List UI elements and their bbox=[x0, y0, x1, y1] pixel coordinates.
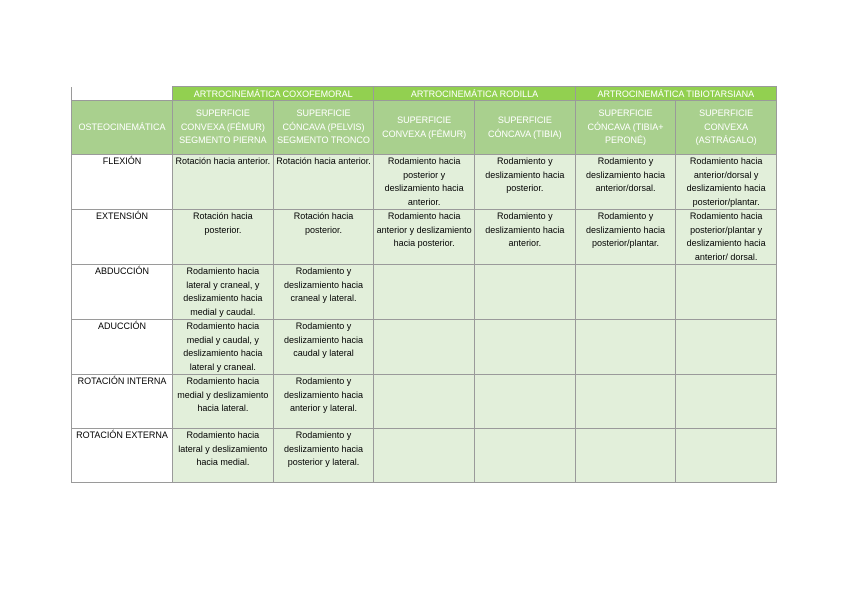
table-cell: Rodamiento y deslizamiento hacia anterior/dorsal. bbox=[575, 155, 676, 210]
table-cell bbox=[374, 375, 475, 429]
table-cell: Rodamiento y deslizamiento hacia craneal y lateral. bbox=[273, 265, 374, 320]
table-cell bbox=[575, 375, 676, 429]
table-row bbox=[72, 265, 777, 320]
table-row bbox=[72, 320, 777, 375]
table-cell bbox=[374, 320, 475, 375]
group-header-row bbox=[72, 87, 777, 101]
osteokinematics-table-container bbox=[71, 86, 777, 483]
row-label: ADUCCIÓN bbox=[72, 320, 173, 375]
subheader-row bbox=[72, 101, 777, 155]
table-cell: Rotación hacia posterior. bbox=[273, 210, 374, 265]
table-cell: Rodamiento hacia lateral y deslizamiento hacia medial. bbox=[173, 429, 274, 483]
table-cell: Rodamiento y deslizamiento hacia posterior. bbox=[474, 155, 575, 210]
table-cell: Rotación hacia anterior. bbox=[173, 155, 274, 210]
table-cell bbox=[575, 265, 676, 320]
group-header-rodilla: ARTROCINEMÁTICA RODILLA bbox=[374, 87, 575, 101]
table-cell: Rodamiento hacia anterior y deslizamiento hacia posterior. bbox=[374, 210, 475, 265]
table-cell bbox=[474, 429, 575, 483]
table-cell: Rodamiento hacia anterior/dorsal y deslizamiento hacia posterior/plantar. bbox=[676, 155, 777, 210]
table-row bbox=[72, 375, 777, 429]
subheader-cell: SUPERFICIE CONVEXA (ASTRÁGALO) bbox=[676, 101, 777, 155]
table-row bbox=[72, 210, 777, 265]
table-cell bbox=[575, 320, 676, 375]
table-cell bbox=[676, 320, 777, 375]
table-row bbox=[72, 155, 777, 210]
subheader-cell: SUPERFICIE CONVEXA (FÉMUR) bbox=[374, 101, 475, 155]
subheader-cell: SUPERFICIE CÓNCAVA (PELVIS) SEGMENTO TRONCO bbox=[273, 101, 374, 155]
subheader-cell: SUPERFICIE CÓNCAVA (TIBIA) bbox=[474, 101, 575, 155]
table-cell: Rodamiento hacia lateral y craneal, y deslizamiento hacia medial y caudal. bbox=[173, 265, 274, 320]
table-row bbox=[72, 429, 777, 483]
table-cell bbox=[676, 375, 777, 429]
table-cell: Rodamiento hacia medial y deslizamiento hacia lateral. bbox=[173, 375, 274, 429]
row-label: ABDUCCIÓN bbox=[72, 265, 173, 320]
table-cell bbox=[474, 320, 575, 375]
table-cell: Rodamiento y deslizamiento hacia posterior y lateral. bbox=[273, 429, 374, 483]
row-label: EXTENSIÓN bbox=[72, 210, 173, 265]
table-cell: Rodamiento hacia medial y caudal, y deslizamiento hacia lateral y craneal. bbox=[173, 320, 274, 375]
table-cell bbox=[676, 429, 777, 483]
table-cell bbox=[676, 265, 777, 320]
row-label: FLEXIÓN bbox=[72, 155, 173, 210]
table-cell: Rodamiento hacia posterior y deslizamiento hacia anterior. bbox=[374, 155, 475, 210]
corner-blank-cell bbox=[72, 87, 173, 101]
row-label: ROTACIÓN EXTERNA bbox=[72, 429, 173, 483]
group-header-tibiotarsiana: ARTROCINEMÁTICA TIBIOTARSIANA bbox=[575, 87, 776, 101]
table-cell: Rodamiento y deslizamiento hacia caudal y lateral bbox=[273, 320, 374, 375]
table-cell bbox=[575, 429, 676, 483]
table-cell bbox=[474, 375, 575, 429]
table-cell bbox=[374, 265, 475, 320]
osteokinematics-header: OSTEOCINEMÁTICA bbox=[72, 101, 173, 155]
table-cell: Rodamiento hacia posterior/plantar y deslizamiento hacia anterior/ dorsal. bbox=[676, 210, 777, 265]
table-cell: Rodamiento y deslizamiento hacia posterior/plantar. bbox=[575, 210, 676, 265]
table-cell: Rodamiento y deslizamiento hacia anterior y lateral. bbox=[273, 375, 374, 429]
table-cell bbox=[374, 429, 475, 483]
subheader-cell: SUPERFICIE CONVEXA (FÉMUR) SEGMENTO PIERNA bbox=[173, 101, 274, 155]
row-label: ROTACIÓN INTERNA bbox=[72, 375, 173, 429]
osteokinematics-table bbox=[71, 86, 777, 483]
table-cell: Rotación hacia anterior. bbox=[273, 155, 374, 210]
table-cell bbox=[474, 265, 575, 320]
subheader-cell: SUPERFICIE CÓNCAVA (TIBIA+ PERONÉ) bbox=[575, 101, 676, 155]
group-header-coxofemoral: ARTROCINEMÁTICA COXOFEMORAL bbox=[173, 87, 374, 101]
table-cell: Rotación hacia posterior. bbox=[173, 210, 274, 265]
table-cell: Rodamiento y deslizamiento hacia anterior. bbox=[474, 210, 575, 265]
